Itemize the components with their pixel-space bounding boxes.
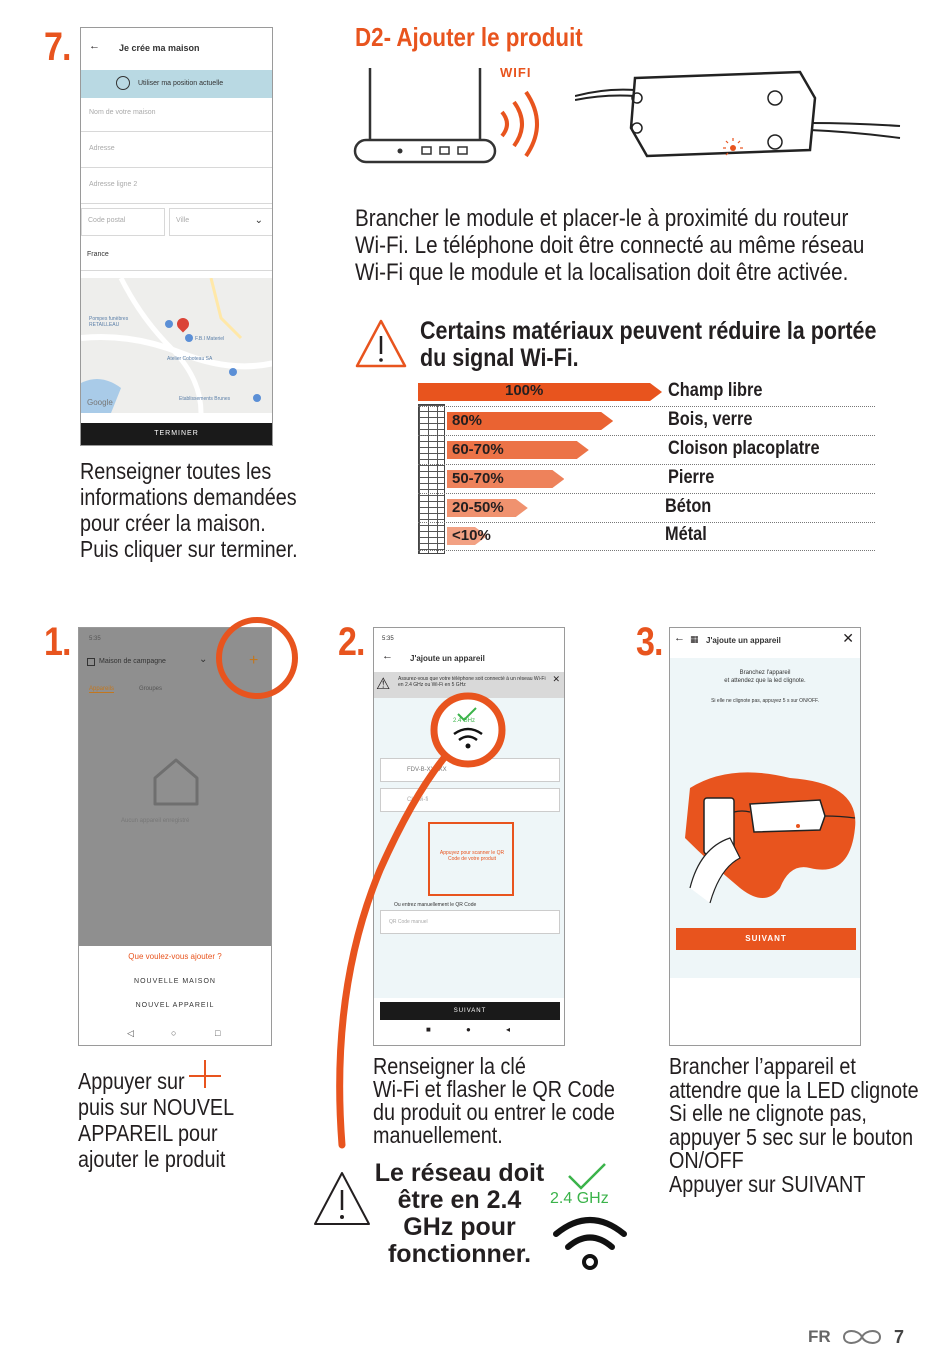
map-label: Atelier Coboteau SA xyxy=(167,356,213,362)
step-7-phone-screen xyxy=(80,27,273,446)
page-number: 7 xyxy=(894,1327,905,1347)
caption-line: appuyer 5 sec sur le bouton xyxy=(669,1123,914,1150)
range-material-label: Cloison placoplatre xyxy=(668,438,820,459)
module-icon xyxy=(575,68,905,168)
warning-icon xyxy=(354,318,408,370)
footer xyxy=(808,1325,918,1349)
manual-entry-hint: Ou entrez manuellement le QR Code xyxy=(394,902,477,908)
google-logo: Google xyxy=(87,398,113,407)
step-7-header xyxy=(81,28,272,70)
city-select[interactable] xyxy=(169,208,273,236)
d2-warning-text xyxy=(420,318,876,372)
map-poi-icon xyxy=(229,368,237,376)
range-material-label: Champ libre xyxy=(668,380,763,401)
range-row-divider xyxy=(418,435,875,436)
home-icon xyxy=(87,658,95,666)
new-house-option[interactable]: NOUVELLE MAISON xyxy=(134,978,216,985)
step-2-caption xyxy=(373,1055,615,1147)
step-2-header-title: J'ajoute un appareil xyxy=(410,654,485,663)
warning-line: du signal Wi-Fi. xyxy=(420,344,579,372)
caption-line: du produit ou entrer le code xyxy=(373,1099,615,1125)
back-arrow-icon[interactable]: ← xyxy=(382,650,393,662)
caption-prefix: Appuyer sur xyxy=(78,1068,185,1094)
map-label: Etablissements Brunes xyxy=(179,396,231,402)
status-time: 5:35 xyxy=(89,636,101,642)
footer-language: FR xyxy=(808,1327,831,1346)
d2-title: D2- Ajouter le produit xyxy=(355,22,583,52)
address-line2-field[interactable]: Adresse ligne 2 xyxy=(81,172,272,204)
wifi-ssid-value: FDV-B-XXXXX xyxy=(407,767,447,773)
house-name-field[interactable]: Nom de votre maison xyxy=(81,100,272,132)
device-illustration xyxy=(670,768,861,908)
caption-line: informations demandées xyxy=(80,484,297,510)
qr-code-value: QR Code manuel xyxy=(389,919,428,925)
empty-home-icon xyxy=(151,756,201,808)
caption-line: manuellement. xyxy=(373,1122,503,1148)
range-percent-label: <10% xyxy=(452,527,491,544)
add-icon[interactable]: + xyxy=(249,652,259,669)
add-question: Que voulez-vous ajouter ? xyxy=(128,952,222,961)
network-warning-text: Assurez-vous que votre téléphone soit connecté à un réseau Wi-Fi en 2.4 GHz ou Wi-Fi en 5 GHz xyxy=(398,676,546,688)
map-poi-icon xyxy=(165,320,173,328)
caption-line: pour créer la maison. xyxy=(80,510,266,536)
range-material-label: Métal xyxy=(665,524,707,545)
range-percent-label: 20-50% xyxy=(452,499,504,516)
caption-line: APPAREIL pour xyxy=(78,1120,218,1146)
back-arrow-icon[interactable]: ← xyxy=(89,40,100,52)
range-percent-label: 60-70% xyxy=(452,441,504,458)
close-icon[interactable]: ✕ xyxy=(842,630,854,646)
nav-home-icon[interactable]: ○ xyxy=(171,1028,177,1038)
caption-line: Si elle ne clignote pas, xyxy=(669,1100,867,1126)
empty-text: Aucun appareil enregistré xyxy=(121,818,190,824)
d2-description xyxy=(355,205,864,286)
wifi-icon xyxy=(550,1210,630,1272)
range-row-divider xyxy=(418,522,875,523)
step-3-header-title: J'ajoute un appareil xyxy=(706,636,781,645)
highlight-circle xyxy=(216,617,298,699)
wall-brick-icon xyxy=(418,404,445,554)
step-2-number: 2. xyxy=(338,620,365,664)
caption-line: attendre que la LED clignote xyxy=(669,1076,919,1103)
wifi-label: WIFI xyxy=(500,65,532,80)
caption-line: Brancher l’appareil et xyxy=(669,1053,856,1079)
nav-recent-icon[interactable]: □ xyxy=(215,1028,221,1038)
wifi-callout-badge: 2.4 GHz xyxy=(453,718,476,724)
step-3-caption xyxy=(669,1055,919,1196)
description-line: Wi-Fi. Le téléphone doit être connecté au même réseau xyxy=(355,232,865,259)
use-location-label: Utiliser ma position actuelle xyxy=(138,80,224,87)
back-arrow-icon[interactable]: ← xyxy=(674,632,685,644)
range-material-label: Béton xyxy=(665,496,712,517)
caption-line: Puis cliquer sur terminer. xyxy=(80,536,298,562)
range-percent-label: 80% xyxy=(452,412,483,429)
plus-icon xyxy=(187,1058,223,1090)
country-select[interactable] xyxy=(81,243,272,271)
country-label: France xyxy=(87,251,109,258)
caption-line: Renseigner toutes les xyxy=(80,458,272,484)
description-line: Wi-Fi que le module et la localisation doit être activée. xyxy=(355,259,849,286)
warning-line: Le réseau doit xyxy=(374,1159,545,1187)
next-button[interactable]: SUIVANT xyxy=(676,928,856,950)
step-3-phone-screen xyxy=(669,627,861,1046)
home-name[interactable]: Maison de campagne xyxy=(99,658,166,665)
caption-line: Wi-Fi et flasher le QR Code xyxy=(373,1076,615,1102)
network-warning-text xyxy=(372,1160,547,1268)
status-time: 5:35 xyxy=(382,636,394,642)
postal-code-field[interactable]: Code postal xyxy=(81,208,165,236)
brand-logo-icon xyxy=(834,1327,890,1347)
warning-icon xyxy=(312,1170,372,1228)
step-1-number: 1. xyxy=(44,620,71,664)
tab-devices[interactable]: Appareils xyxy=(89,686,115,692)
add-sheet xyxy=(79,946,271,1046)
tab-groups[interactable]: Groupes xyxy=(139,686,163,692)
warning-line: GHz pour xyxy=(403,1213,516,1241)
nav-back-icon[interactable]: ◁ xyxy=(127,1028,134,1038)
nav-back-icon[interactable]: ◂ xyxy=(506,1025,511,1034)
warning-line: être en 2.4 xyxy=(397,1186,522,1214)
step-7-number: 7. xyxy=(44,25,71,69)
range-material-label: Pierre xyxy=(668,467,715,488)
range-material-label: Bois, verre xyxy=(668,409,753,430)
network-badge: 2.4 GHz xyxy=(550,1190,609,1207)
map-label: Pompes funèbres RETAILLEAU xyxy=(89,316,129,328)
nav-home-icon[interactable]: ● xyxy=(466,1025,471,1034)
next-button[interactable]: SUIVANT xyxy=(380,1002,560,1020)
map-poi-icon xyxy=(185,334,193,342)
range-row-divider xyxy=(418,550,875,551)
range-row-divider xyxy=(418,406,875,407)
close-icon[interactable]: ✕ xyxy=(552,674,560,684)
range-row-divider xyxy=(418,464,875,465)
range-row-divider xyxy=(418,493,875,494)
caption-line: ajouter le produit xyxy=(78,1146,226,1172)
instruction-line: Si elle ne clignote pas, appuyez 5 s sur ON/OFF. xyxy=(711,698,819,704)
map-view[interactable] xyxy=(81,278,272,413)
caption-line: puis sur NOUVEL xyxy=(78,1094,235,1120)
step-7-header-title: Je crée ma maison xyxy=(119,43,200,53)
caption-line: Renseigner la clé xyxy=(373,1053,526,1079)
nav-recent-icon[interactable]: ■ xyxy=(426,1025,431,1034)
crosshair-icon xyxy=(116,76,130,90)
new-device-option[interactable]: NOUVEL APPAREIL xyxy=(135,1002,215,1009)
step-3-number: 3. xyxy=(636,620,663,664)
step-7-caption xyxy=(80,458,298,562)
chevron-down-icon: ⌄ xyxy=(199,654,208,665)
warning-line: Certains matériaux peuvent réduire la portée xyxy=(420,317,877,345)
wifi-password-value: Clé wi-fi xyxy=(407,797,429,803)
caption-line: Appuyer sur SUIVANT xyxy=(669,1170,866,1197)
city-label: Ville xyxy=(176,217,190,224)
grid-icon: ▦ xyxy=(690,634,699,644)
finish-button[interactable]: TERMINER xyxy=(81,423,272,445)
warning-line: fonctionner. xyxy=(387,1240,532,1268)
map-label: F.B.I Materiel xyxy=(195,336,225,342)
address-field[interactable]: Adresse xyxy=(81,136,272,168)
chevron-down-icon: ⌄ xyxy=(254,215,263,226)
caption-line: ON/OFF xyxy=(669,1147,744,1173)
instruction-line: et attendez que la led clignote. xyxy=(724,678,806,684)
checkmark-icon xyxy=(565,1160,609,1194)
description-line: Brancher le module et placer-le à proximité du routeur xyxy=(355,205,849,232)
use-location-button[interactable] xyxy=(81,70,272,98)
instruction-line: Branchez l'appareil xyxy=(739,670,791,676)
range-percent-label: 50-70% xyxy=(452,470,504,487)
map-drawing xyxy=(81,278,272,413)
map-poi-icon xyxy=(253,394,261,402)
warning-icon: ⚠ xyxy=(376,676,391,693)
range-percent-label: 100% xyxy=(505,382,544,399)
qr-scan-caption: Appuyez pour scanner le QR Code de votre produit xyxy=(439,850,505,862)
